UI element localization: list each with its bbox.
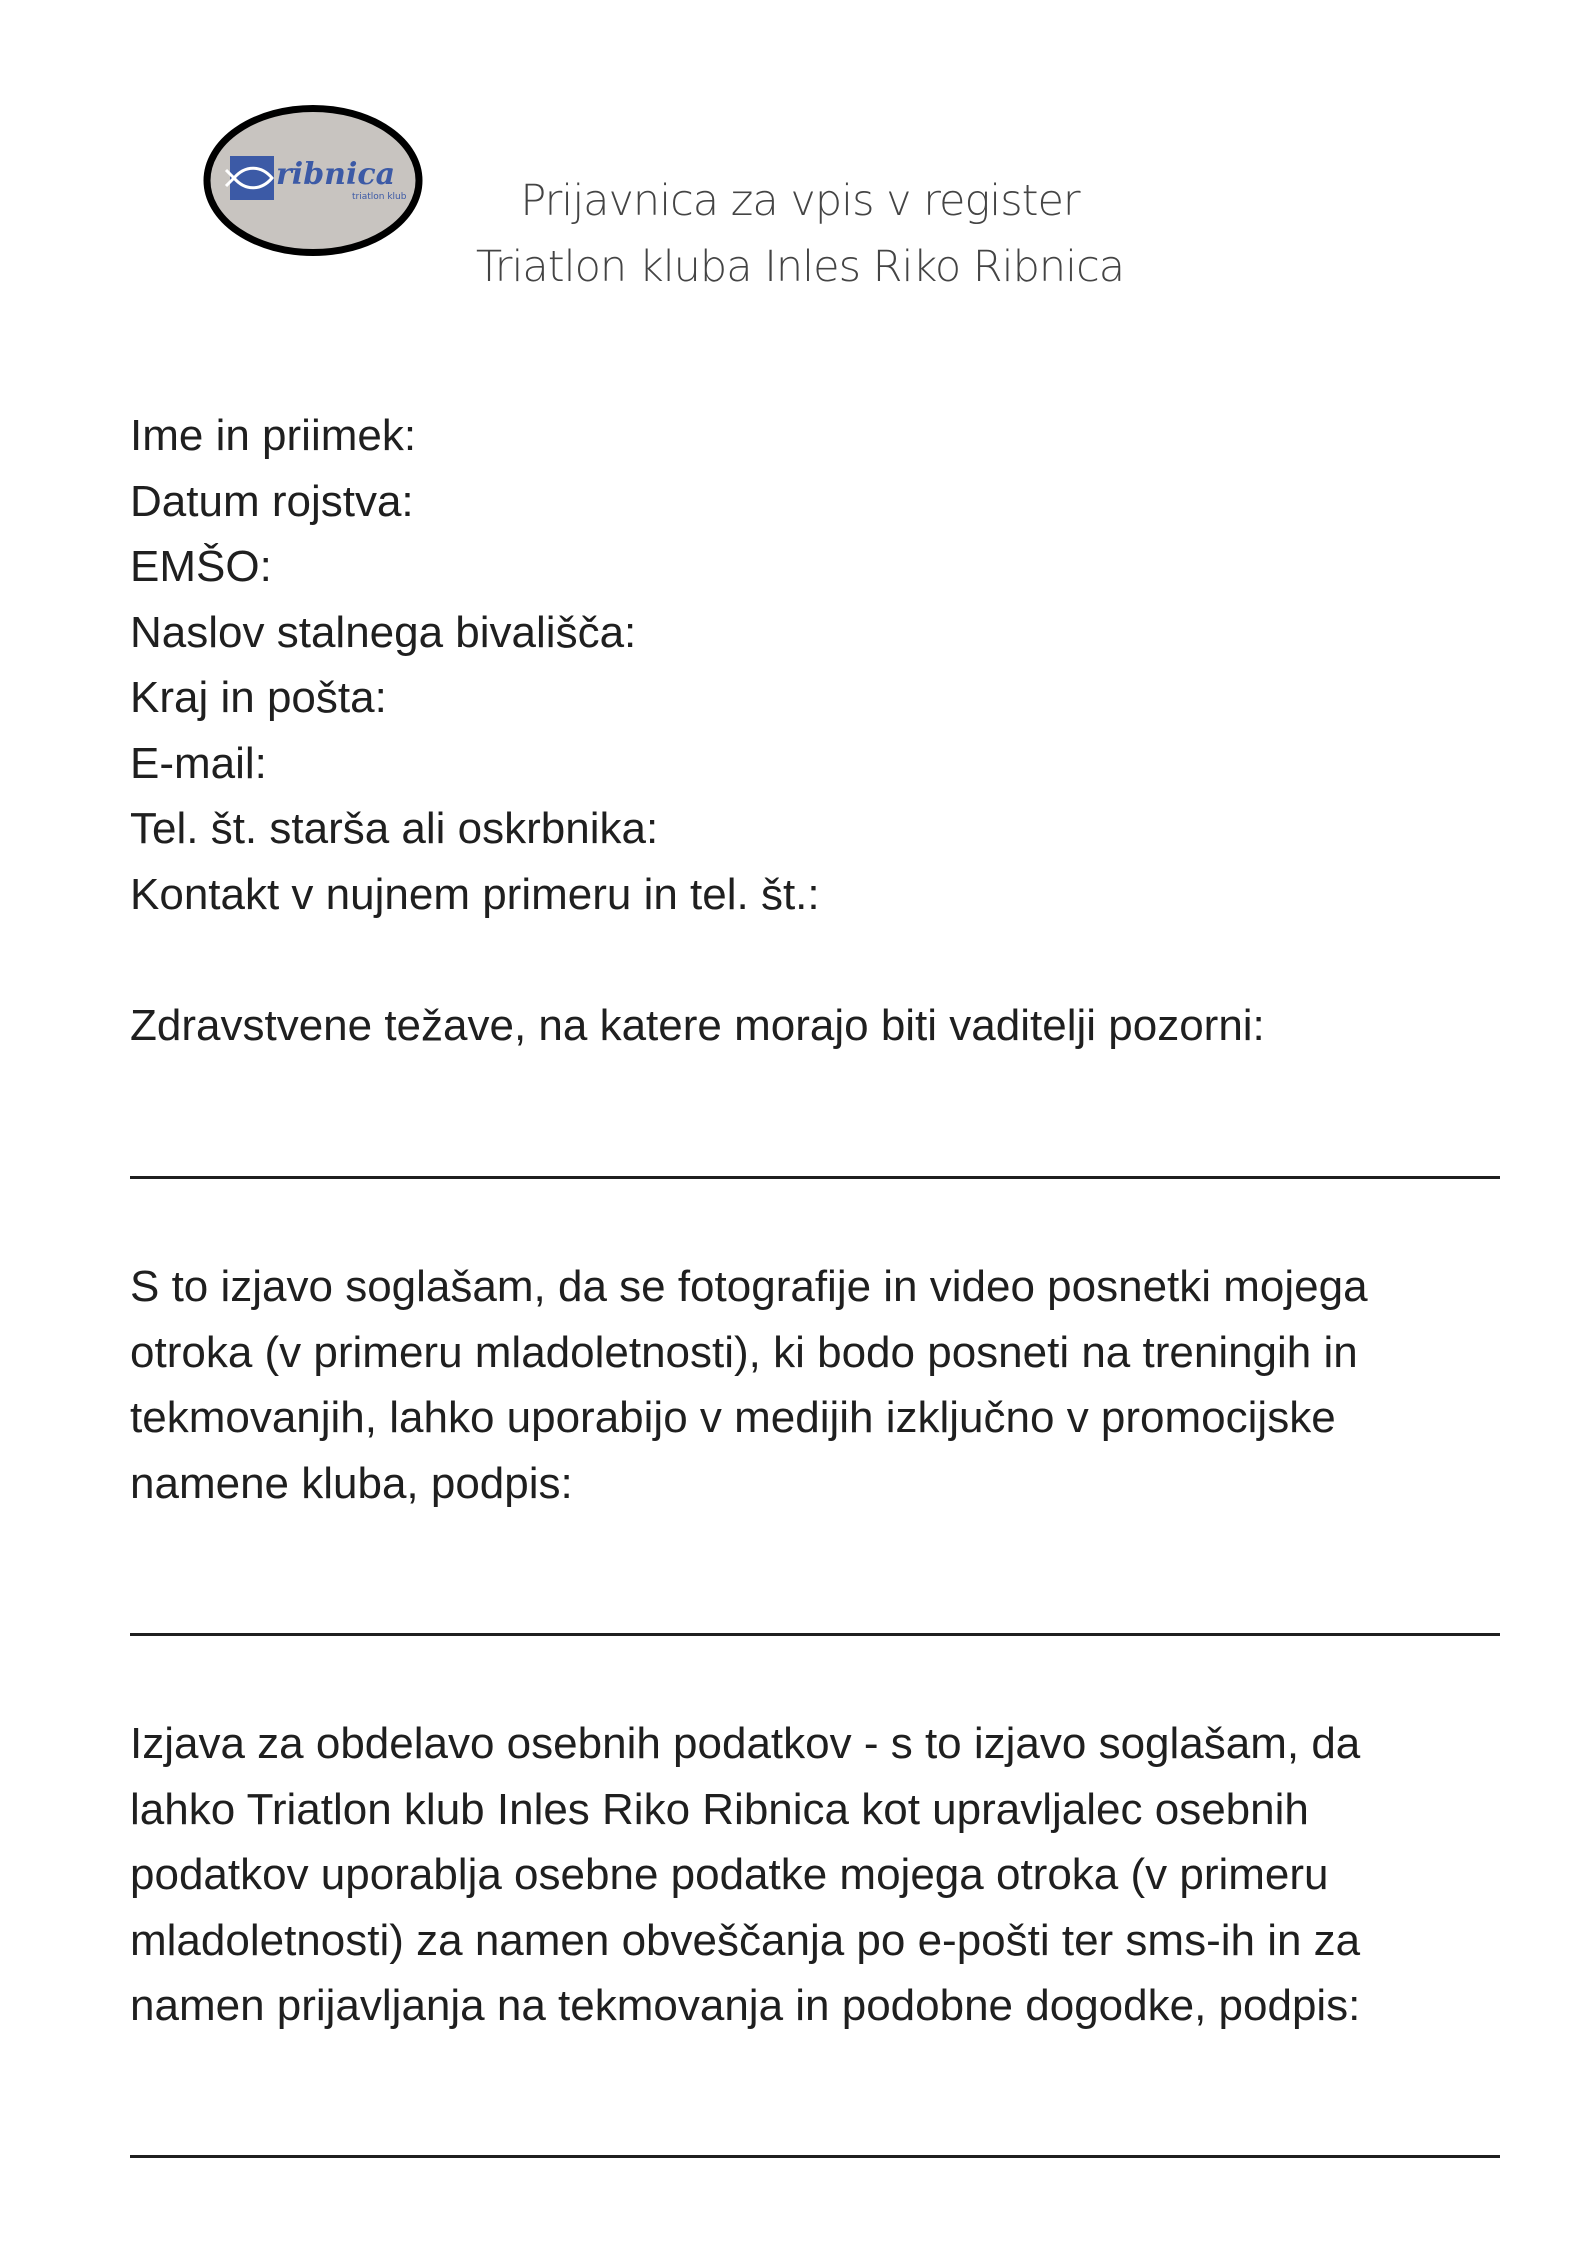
field-address-label: Naslov stalnega bivališča: xyxy=(130,607,637,657)
media-consent-line-2: otroka (v primeru mladoletnosti), ki bodo posneti na treningih in xyxy=(130,1327,1358,1377)
title-line-2: Triatlon kluba Inles Riko Ribnica xyxy=(475,242,1125,292)
fish-icon xyxy=(230,156,274,200)
form-title xyxy=(380,168,1220,300)
logo-subtext: triatlon klub xyxy=(352,192,407,202)
field-emergency-contact-label: Kontakt v nujnem primeru in tel. št.: xyxy=(130,869,820,919)
media-consent-line-4: namene kluba, podpis: xyxy=(130,1458,573,1508)
data-consent-line-5: namen prijavljanja na tekmovanja in podobne dogodke, podpis: xyxy=(130,1981,1361,2030)
logo-text: ribnica xyxy=(276,157,396,192)
field-birthdate-label: Datum rojstva: xyxy=(130,476,414,526)
media-consent-signature-line[interactable] xyxy=(130,1633,1500,1636)
title-line-1: Prijavnica za vpis v register xyxy=(520,176,1080,226)
media-consent-line-1: S to izjavo soglašam, da se fotografije in video posnetki mojega xyxy=(130,1262,1368,1311)
media-consent-line-3: tekmovanjih, lahko uporabijo v medijih izključno v promocijske xyxy=(130,1393,1336,1442)
field-name-label: Ime in priimek: xyxy=(130,411,417,460)
data-consent-line-4: mladoletnosti) za namen obveščanja po e-pošti ter sms-ih in za xyxy=(130,1915,1361,1965)
field-city-postcode-label: Kraj in pošta: xyxy=(130,673,387,722)
field-emso-label: EMŠO: xyxy=(130,542,272,591)
data-consent-line-1: Izjava za obdelavo osebnih podatkov - s to izjavo soglašam, da xyxy=(130,1719,1361,1768)
data-consent-line-3: podatkov uporablja osebne podatke mojega otroka (v primeru xyxy=(130,1850,1329,1899)
data-consent-text xyxy=(130,1711,1530,2039)
data-consent-line-2: lahko Triatlon klub Inles Riko Ribnica kot upravljalec osebnih xyxy=(130,1784,1309,1834)
health-label: Zdravstvene težave, na katere morajo biti vaditelji pozorni: xyxy=(130,1001,1265,1050)
health-signature-line[interactable] xyxy=(130,1176,1500,1179)
field-parent-phone-label: Tel. št. starša ali oskrbnika: xyxy=(130,804,659,853)
media-consent-text xyxy=(130,1254,1530,1516)
field-list xyxy=(130,403,820,927)
data-consent-signature-line[interactable] xyxy=(130,2155,1500,2158)
field-email-label: E-mail: xyxy=(130,738,267,788)
